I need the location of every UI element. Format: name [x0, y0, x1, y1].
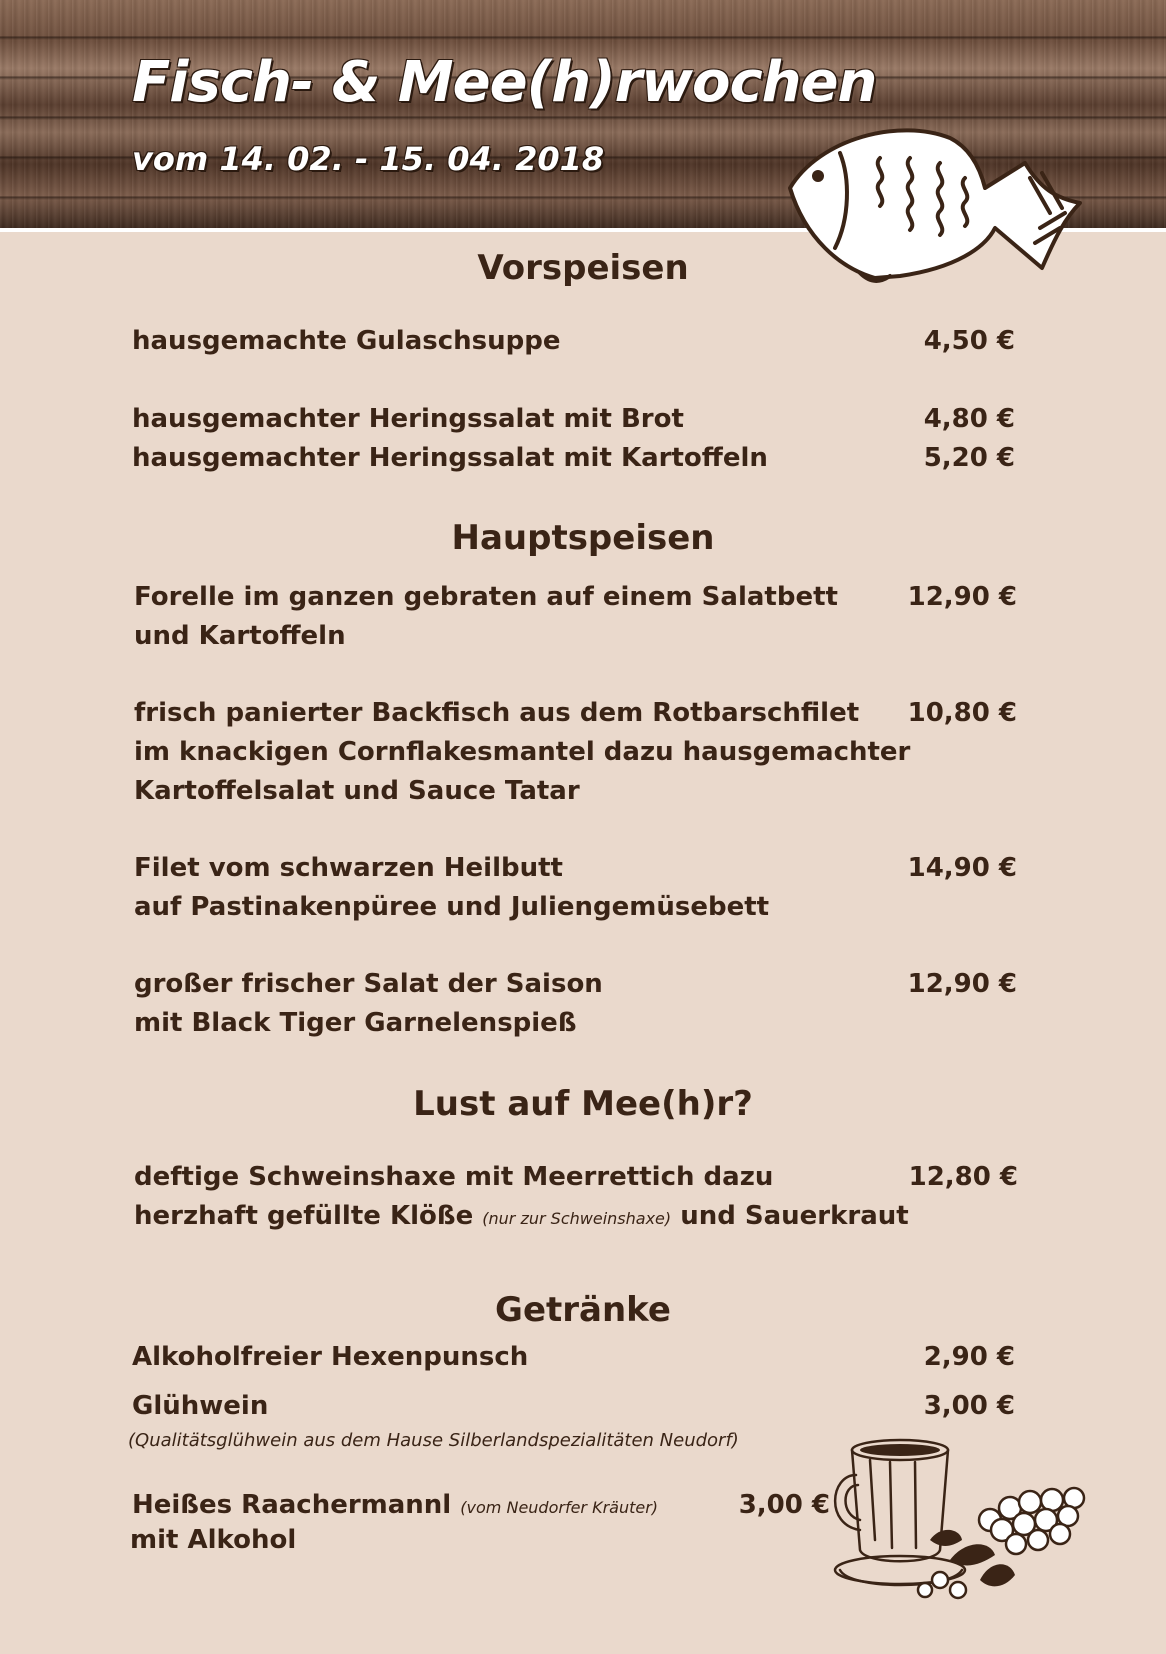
menu-item-name: Filet vom schwarzen Heilbutt	[134, 853, 563, 883]
menu-item-price: 2,90 €	[923, 1342, 1015, 1372]
menu-item-name: Forelle im ganzen gebraten auf einem Salatbett	[134, 582, 838, 612]
menu-item-description: im knackigen Cornflakesmantel dazu hausgemachter	[134, 737, 911, 767]
menu-item-description-part: und Sauerkraut	[680, 1201, 909, 1231]
menu-item-description: und Kartoffeln	[134, 621, 346, 651]
menu-item-note: (vom Neudorfer Kräuter)	[460, 1498, 659, 1517]
page-title: Fisch- & Mee(h)rwochen	[132, 50, 877, 115]
mug-icon	[830, 1430, 1100, 1610]
menu-item-description	[134, 1197, 909, 1238]
menu-item-description: Kartoffelsalat und Sauce Tatar	[134, 776, 580, 806]
section-title-mehr: Lust auf Mee(h)r?	[413, 1084, 753, 1124]
section-title-getraenke: Getränke	[495, 1290, 671, 1330]
menu-item-name: großer frischer Salat der Saison	[134, 969, 603, 999]
menu-item-name: Glühwein	[132, 1391, 269, 1421]
menu-item-price: 12,80 €	[908, 1162, 1018, 1192]
menu-item-price: 12,90 €	[907, 582, 1017, 612]
menu-item-note: (nur zur Schweinshaxe)	[482, 1209, 672, 1228]
date-range: vom 14. 02. - 15. 04. 2018	[132, 140, 605, 178]
menu-item-note: (Qualitätsglühwein aus dem Hause Silberlandspezialitäten Neudorf)	[128, 1430, 739, 1451]
menu-item-name: hausgemachter Heringssalat mit Brot	[132, 404, 684, 434]
section-title-vorspeisen: Vorspeisen	[477, 248, 689, 288]
menu-item-price: 5,20 €	[923, 443, 1015, 473]
menu-item-price: 4,50 €	[923, 326, 1015, 356]
menu-item-name: deftige Schweinshaxe mit Meerrettich dazu	[134, 1162, 774, 1192]
menu-item-description-part: herzhaft gefüllte Klöße	[134, 1201, 474, 1231]
menu-item-name: hausgemachter Heringssalat mit Kartoffeln	[132, 443, 768, 473]
menu-item-name-part: Heißes Raachermannl	[132, 1490, 452, 1520]
menu-item-price: 3,00 €	[738, 1490, 830, 1520]
menu-item-price: 14,90 €	[907, 853, 1017, 883]
menu-item-description: mit Black Tiger Garnelenspieß	[134, 1008, 577, 1038]
menu-item-price: 4,80 €	[923, 404, 1015, 434]
menu-item-name: frisch panierter Backfisch aus dem Rotbarschfilet	[134, 698, 860, 728]
section-title-hauptspeisen: Hauptspeisen	[451, 518, 715, 558]
menu-item-name: hausgemachte Gulaschsuppe	[132, 326, 561, 356]
menu-item-description: auf Pastinakenpüree und Juliengemüsebett	[134, 892, 770, 922]
menu-item-price: 10,80 €	[907, 698, 1017, 728]
menu-item-name: Alkoholfreier Hexenpunsch	[132, 1342, 529, 1372]
menu-item-description: mit Alkohol	[130, 1525, 297, 1555]
menu-item-price: 3,00 €	[923, 1391, 1015, 1421]
menu-item-price: 12,90 €	[907, 969, 1017, 999]
